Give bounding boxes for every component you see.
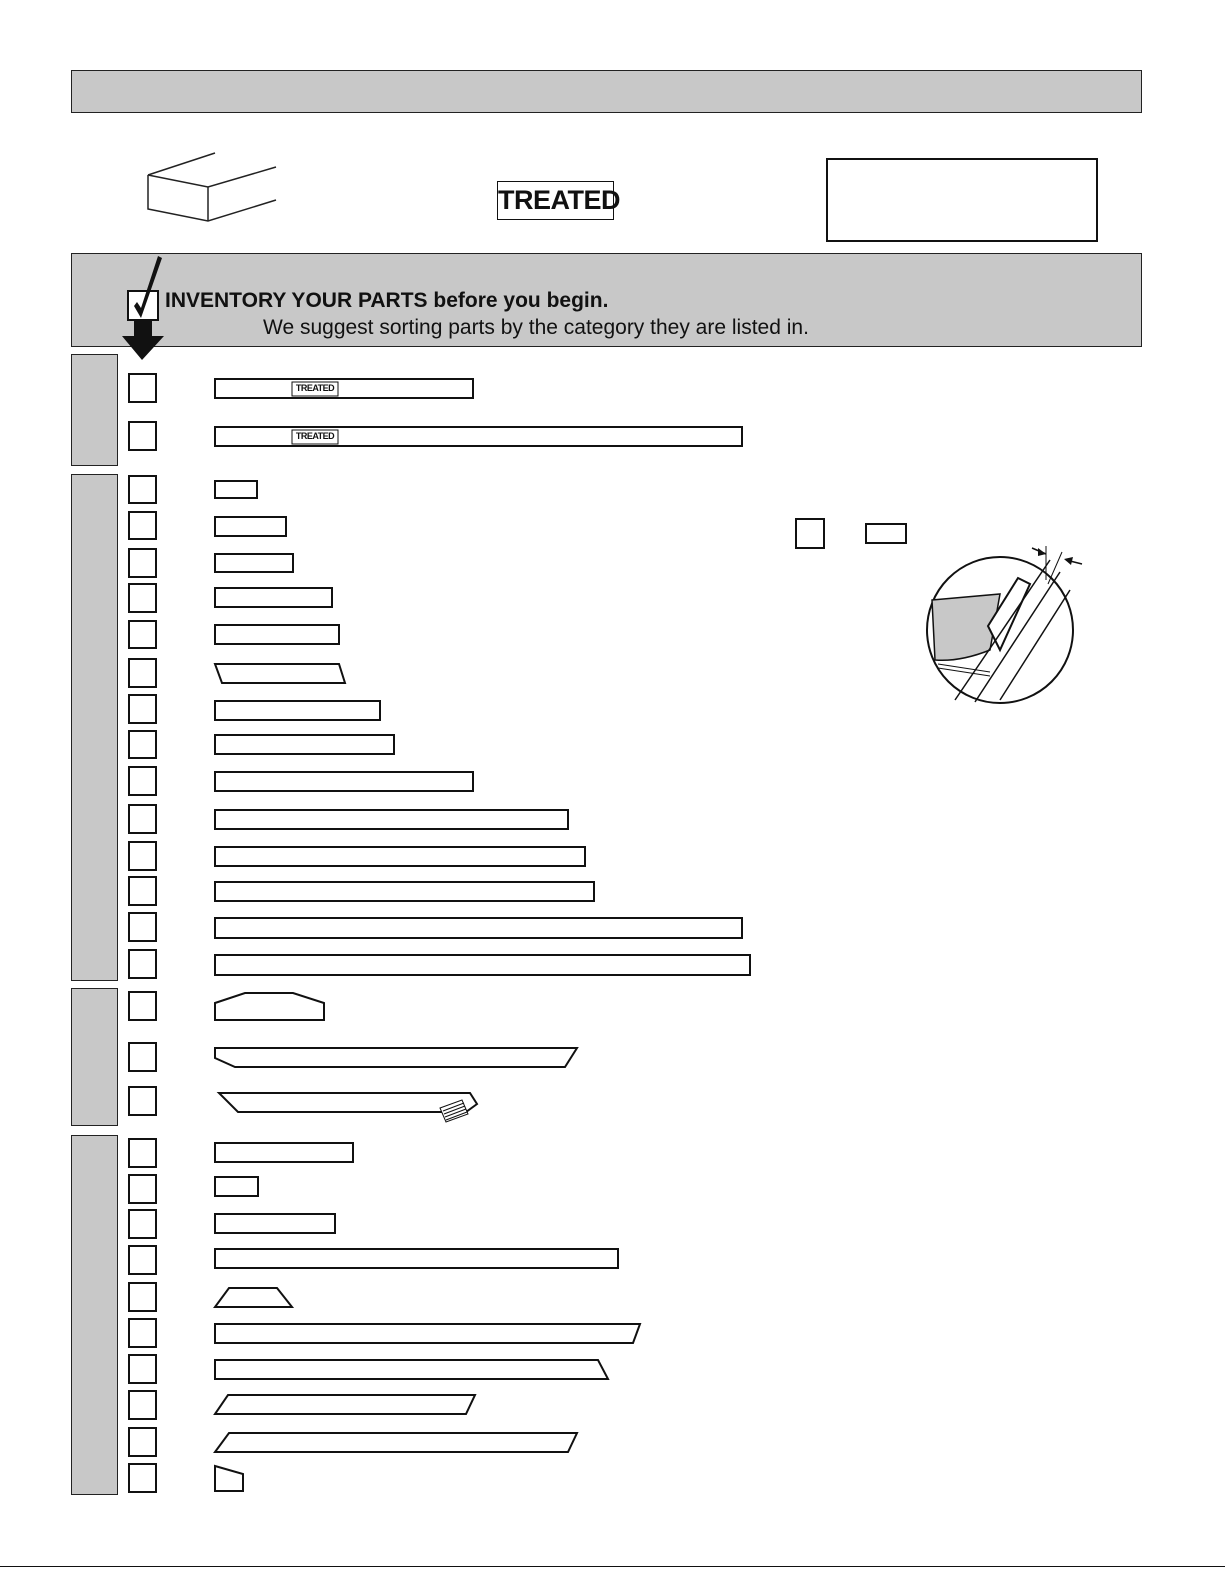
checkbox	[129, 992, 156, 1020]
checkbox	[129, 621, 156, 648]
bottom-rule	[0, 1566, 1225, 1567]
checkbox	[129, 731, 156, 758]
part-shape	[215, 1048, 577, 1067]
checkbox	[129, 913, 156, 941]
part-shape	[215, 918, 742, 938]
part-shape	[215, 554, 293, 572]
part-shape	[215, 955, 750, 975]
inventory-subtitle: We suggest sorting parts by the category they are listed in.	[263, 316, 809, 339]
checkbox	[129, 767, 156, 795]
part-shape	[215, 772, 473, 791]
checkbox	[129, 1246, 156, 1274]
checkbox	[129, 1139, 156, 1167]
checkbox	[129, 805, 156, 833]
checkbox	[129, 1175, 156, 1203]
checkbox	[129, 549, 156, 577]
checkbox	[129, 1087, 156, 1115]
part-shape	[215, 1288, 292, 1307]
part-shape	[215, 1433, 577, 1452]
part-shape	[215, 701, 380, 720]
checkbox	[129, 476, 156, 503]
part-shape	[219, 1093, 477, 1112]
part-shape	[215, 882, 594, 901]
part-shape	[215, 1360, 608, 1379]
treated-stamp: TREATED	[497, 181, 614, 220]
checkbox	[129, 1283, 156, 1311]
part-shape	[866, 524, 906, 543]
part-shape	[215, 847, 585, 866]
part-shape	[215, 735, 394, 754]
checkbox	[129, 842, 156, 870]
part-shape	[215, 1466, 243, 1491]
part-shape	[215, 588, 332, 607]
inventory-title: INVENTORY YOUR PARTS before you begin.	[165, 289, 609, 312]
part-shape	[215, 1249, 618, 1268]
checkbox	[129, 659, 156, 687]
checkbox	[129, 1355, 156, 1383]
part-shape	[215, 1143, 353, 1162]
checkbox	[129, 1210, 156, 1238]
part-shape	[215, 810, 568, 829]
spacer-detail-icon	[927, 546, 1082, 703]
part-shape	[215, 664, 345, 683]
checkbox	[129, 695, 156, 723]
part-shape	[215, 379, 473, 398]
checkbox	[129, 1464, 156, 1492]
part-shape	[215, 517, 286, 536]
treated-mini-label: TREATED	[295, 383, 335, 393]
treated-mini-label: TREATED	[295, 431, 335, 441]
part-shape	[215, 993, 324, 1020]
part-shape	[215, 1395, 475, 1414]
checkbox	[796, 519, 824, 548]
checkbox	[129, 584, 156, 612]
part-shape	[215, 1324, 640, 1343]
checkbox	[129, 422, 156, 450]
checkbox	[129, 1043, 156, 1071]
part-shape	[215, 481, 257, 498]
part-shape	[215, 625, 339, 644]
checkbox	[129, 1391, 156, 1419]
part-shape	[215, 1177, 258, 1196]
checkbox	[129, 950, 156, 978]
checkbox	[129, 1428, 156, 1456]
checkbox	[129, 374, 156, 402]
checkbox	[129, 877, 156, 905]
checkbox	[129, 512, 156, 539]
part-shape	[215, 1214, 335, 1233]
checkbox	[129, 1319, 156, 1347]
